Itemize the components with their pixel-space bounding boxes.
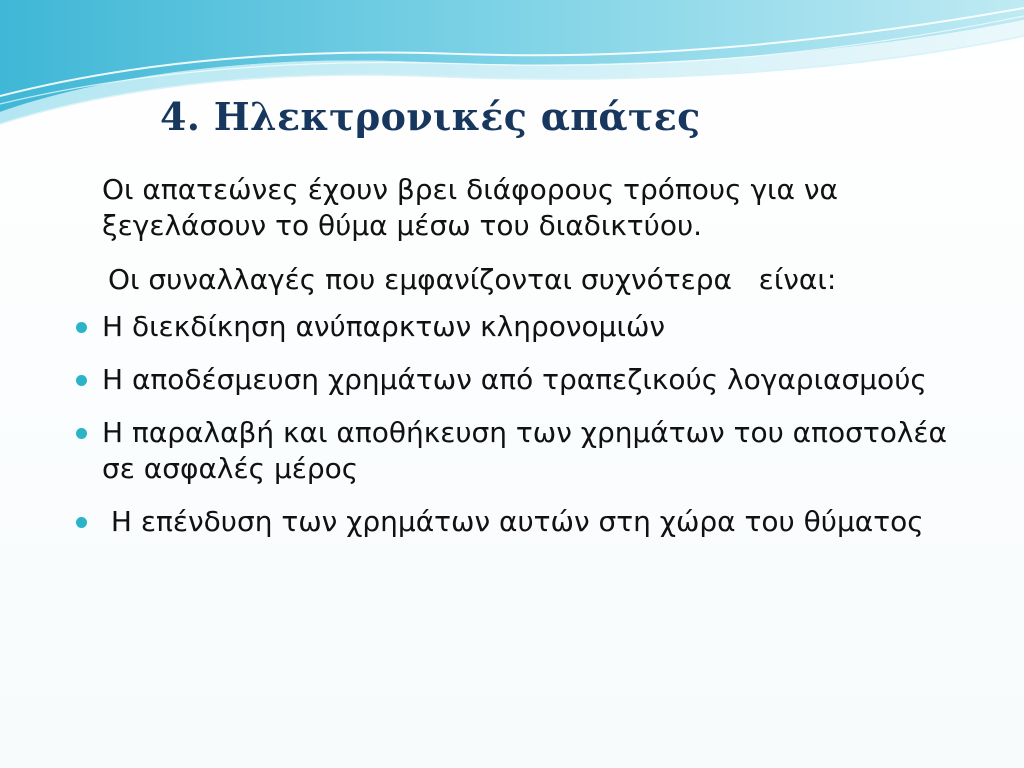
bullet-text: Η αποδέσμευση χρημάτων από τραπεζικούς λογαριασμούς xyxy=(102,363,927,396)
bullet-icon xyxy=(76,375,87,386)
bullet-text: Η επένδυση των χρημάτων αυτών στη χώρα του θύματος xyxy=(102,505,924,538)
bullet-icon xyxy=(76,322,87,333)
list-item xyxy=(76,362,976,398)
intro-subtitle: Οι συναλλαγές που εμφανίζονται συχνότερα είναι: xyxy=(108,263,837,296)
list-item xyxy=(76,415,976,487)
intro-paragraph: Οι απατεώνες έχουν βρει διάφορους τρόπους για να ξεγελάσουν το θύμα μέσω του διαδικτύου. xyxy=(102,173,838,242)
bullet-icon xyxy=(76,428,87,439)
slide-title: 4. Ηλεκτρονικές απάτες xyxy=(160,94,701,139)
bullet-list xyxy=(76,309,976,557)
bullet-icon xyxy=(76,517,87,528)
list-item xyxy=(76,504,976,540)
bullet-text: Η παραλαβή και αποθήκευση των χρημάτων του αποστολέα σε ασφαλές μέρος xyxy=(102,416,956,485)
list-item xyxy=(76,309,976,345)
bullet-text: Η διεκδίκηση ανύπαρκτων κληρονομιών xyxy=(102,310,666,343)
